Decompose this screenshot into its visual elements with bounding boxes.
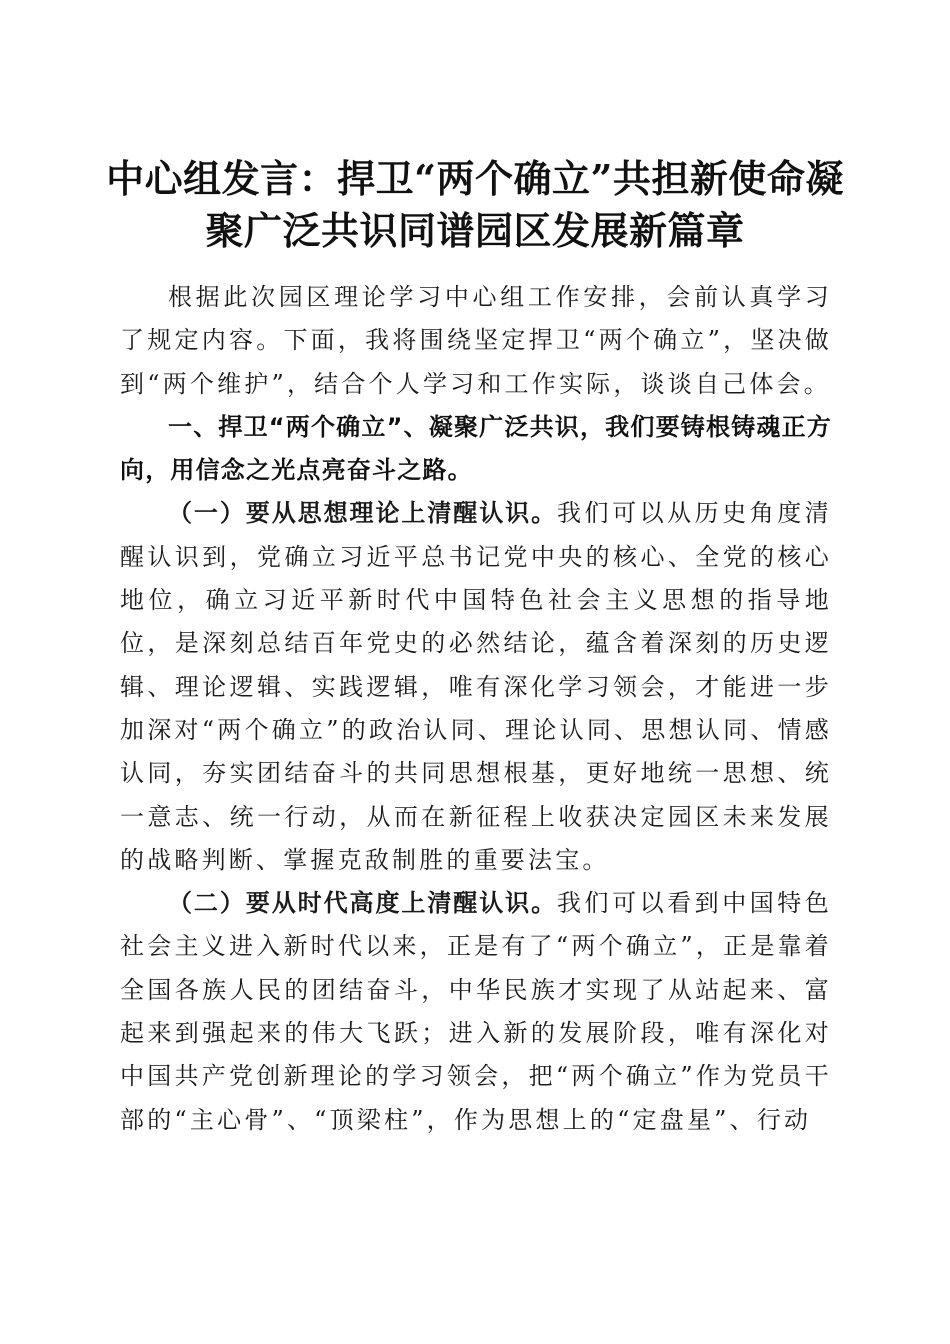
subsection-1-lead: （一）要从思想理论上清醒认识。 [168, 499, 557, 528]
section-1-heading: 一、捍卫“两个确立”、凝聚广泛共识，我们要铸根铸魂正方向，用信念之光点亮奋斗之路。 [120, 412, 832, 485]
title-line-2: 聚广泛共识同谱园区发展新篇章 [205, 208, 745, 254]
title-line-1: 中心组发言：捍卫“两个确立”共担新使命凝 [106, 156, 844, 202]
subsection-2-text: 我们可以看到中国特色社会主义进入新时代以来，正是有了“两个确立”，正是靠着全国各族人民的团结奋斗，中华民族才实现了从站起来、富起来到强起来的伟大飞跃；进入新的发展阶段，唯有深化对中国共产党创新理论的学习领会，把“两个确立”作为党员干部的“主心骨”、“顶梁柱”，作为思想上的“定盘星”、行动 [120, 889, 832, 1134]
subsection-2-lead: （二）要从时代高度上清醒认识。 [168, 889, 557, 918]
document-title [100, 153, 850, 257]
subsection-2-paragraph [120, 882, 832, 1142]
intro-paragraph: 根据此次园区理论学习中心组工作安排，会前认真学习了规定内容。下面，我将围绕坚定捍卫“两个确立”，坚决做到“两个维护”，结合个人学习和工作实际，谈谈自己体会。 [120, 283, 832, 398]
document-body [120, 276, 832, 1142]
subsection-1-paragraph [120, 492, 832, 882]
subsection-1-text: 我们可以从历史角度清醒认识到，党确立习近平总书记党中央的核心、全党的核心地位，确立习近平新时代中国特色社会主义思想的指导地位，是深刻总结百年党史的必然结论，蕴含着深刻的历史逻辑、理论逻辑、实践逻辑，唯有深化学习领会，才能进一步加深对“两个确立”的政治认同、理论认同、思想认同、情感认同，夯实团结奋斗的共同思想根基，更好地统一思想、统一意志、统一行动，从而在新征程上收获决定园区未来发展的战略判断、掌握克敌制胜的重要法宝。 [120, 499, 832, 874]
